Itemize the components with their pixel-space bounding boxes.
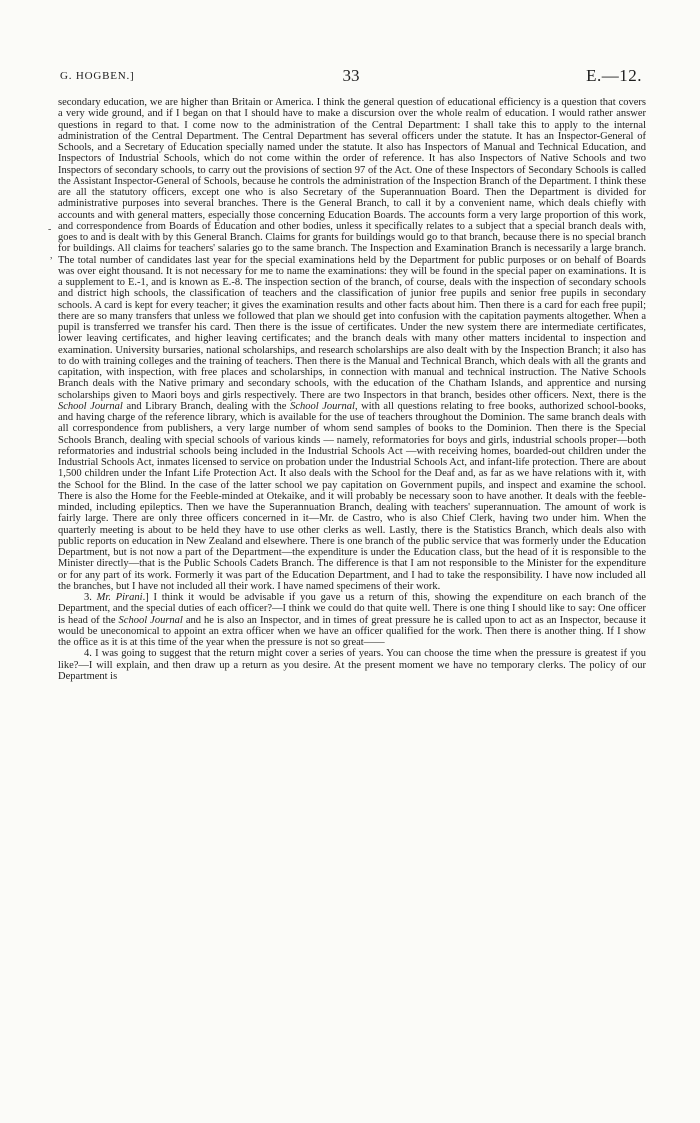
italic-text: School Journal: [118, 614, 183, 626]
italic-text: School Journal: [290, 400, 355, 412]
margin-mark: ,: [50, 250, 53, 261]
paragraph-1: [58, 97, 646, 592]
text-run: .] I think it would be advisable if you gave us a return of this, showing the expenditure on each branch of the Department, and the special duties of each officer?—I think we could do that quite well. There is one thing I should like to say: One officer is head of the: [58, 592, 647, 626]
text-run: and Library Branch, dealing with the: [122, 400, 291, 412]
running-head-author: G. HOGBEN.]: [60, 70, 135, 82]
text-run: , with all questions relating to free books, authorized school-books, and having charge of the reference library, which is available for the use of teachers throughout the Dominion. The same branch deals with all correspondence from publishers, a very large number of whom send samples of books to the Dominion. Then there is the Special Schools Branch, dealing with special schools of various kinds — namely, reformatories for boys and girls, industrial schools proper—both reformatories and industrial schools being included in the Industrial Schools Act —with receiving homes, boarded-out children under the Industrial Schools Act, inmates licensed to service on probation under the Industrial Schools Act, and infant-life protection. There are about 1,500 children under the Infant Life Protection Act. It also deals with the School for the Deaf and, as far as we have relations with it, with the School for the Blind. In the case of the latter school we pay capitation on Government pupils, and inspect and examine the school. There is also the Home for the Feeble-minded at Otekaike, and it will probably be necessary soon to have another. It deals with the feeble-minded, including epileptics. Then we have the Superannuation Branch, dealing with teachers' superannuation. The amount of work is fairly large. There are only three officers concerned in it—Mr. de Castro, who is also Chief Clerk, having two under him. When the quarterly meeting is about to be held they have to use other clerks as well. Lastly, there is the Statistics Branch, which deals also with public reports on education in New Zealand and elsewhere. There is one branch of the public service that was formerly under the Education Department, but is not now a part of the Department—the expenditure is under the Education class, but the head of it is responsible to the Minister directly—that is the Public Schools Cadets Branch. The difference is that I am not responsible to the Minister for the expenditure or for any part of its work. Formerly it was part of the Education Department, and I had to take the responsibility. I have now included all the branches, but I have not included all their work. I have named specimens of their work.: [58, 400, 647, 592]
page-header: [60, 66, 642, 92]
paragraph-2: [58, 592, 646, 648]
text-run: 3.: [84, 592, 97, 603]
body-text: [58, 97, 646, 682]
margin-mark: -: [48, 224, 52, 235]
text-run: and he is also an Inspector, and in times of great pressure he is called upon to act as an Inspector, because it would be uneconomical to appoint an extra officer when we have an officer qualified for the work. Then there is another thing. If I show the office as it is at this time of the year when the pressure is not so great——: [58, 614, 646, 648]
text-run: secondary education, we are higher than Britain or America. I think the general question of educational efficiency is a question that covers a very wide ground, and if I began on that I should have to make a discursion over the whole realm of education. I would rather answer questions in regard to that. I come now to the administration of the Central Department: I shall take this to apply to the internal administration of the Central Department. The Central Department has several officers under the statute. It has an Inspector-General of Schools, and a Secretary of Education specially named under the statute. It also has Inspectors of Manual and Technical Education, and Inspectors of Industrial Schools, which do not come within the order of reference. It has also Inspectors of Native Schools and two Inspectors of secondary schools, to carry out the provisions of section 97 of the Act. One of these Inspectors of Secondary Schools is called the Assistant Inspector-General of Schools, because he controls the administration of the Inspection Branch of the Department. I think these are all the statutory officers, except one who is also Secretary of the Superannuation Board. Then the Department is divided for administrative purposes into several branches. There is the General Branch, to call it by a convenient name, which deals chiefly with accounts and with general matters, especially those concerning Education Boards. The accounts form a very large proportion of this work, and correspondence from Boards of Education and other bodies, unless it specifically relates to a subject that a special branch deals with, goes to and is dealt with by this General Branch. Claims for grants for buildings would go to that branch, because there is no special branch for buildings. All claims for teachers' salaries go to the same branch. The Inspection and Examination Branch is necessarily a large branch. The total number of candidates last year for the special examinations held by the Department for public purposes or on behalf of Boards was over eight thousand. It is not necessary for me to name the examinations: they will be found in the special paper on examinations. It is a supplement to E.-1, and is known as E.-8. The inspection section of the branch, of course, deals with the inspection of secondary schools and district high schools, the classification of teachers and the classification of junior free pupils and senior free pupils in secondary schools. A card is kept for every teacher; it gives the examination results and other facts about him. Then there is a card for each free pupil; there are so many transfers that unless we followed that plan we should get into confusion with the capitation payments altogether. When a pupil is transferred we transfer his card. Then there is the issue of certificates. Under the new system there are intermediate certificates, lower leaving certificates, and higher leaving certificates; and the branch deals with many other matters incidental to inspection and examination. University bursaries, national scholarships, and research scholarships are also dealt with by the Inspection Branch; it also has to do with training colleges and the training of teachers. Then there is the Manual and Technical Branch, which deals with all the grants and capitation, with inspection, with free places and scholarships, in connection with manual and technical instruction. The Native Schools Branch deals with the Native primary and secondary schools, with the education of the Chatham Islands, and apprentice and nursing scholarships given to Maori boys and girls respectively. There are two Inspectors in that branch, besides other officers. Next, there is the: [58, 97, 646, 401]
page-number: 33: [342, 66, 360, 85]
italic-text: School Journal: [58, 400, 123, 412]
text-run: 4. I was going to suggest that the return might cover a series of years. You can choose the time when the pressure is greatest if you like?—I will explain, and then draw up a return as you desire. At the present moment we have no temporary clerks. The policy of our Department is: [58, 648, 646, 682]
paragraph-3: [58, 648, 646, 682]
italic-text: Mr. Pirani: [96, 592, 143, 603]
document-reference: E.—12.: [586, 66, 642, 85]
